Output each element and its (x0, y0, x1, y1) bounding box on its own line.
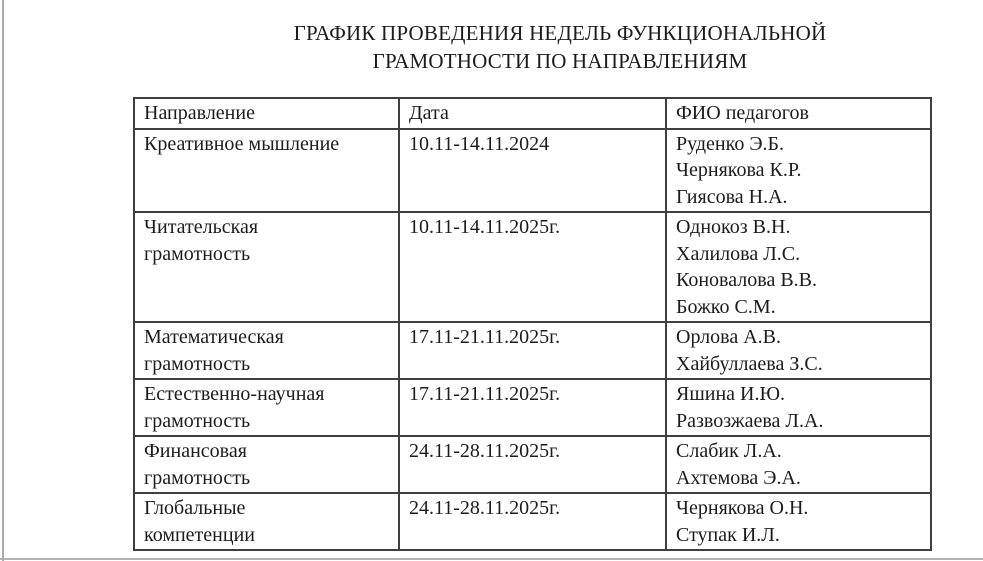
direction-line: Математическая (144, 326, 284, 348)
direction-line: грамотность (144, 409, 251, 432)
teachers-cell (666, 129, 931, 213)
teacher-name: Развозжаева Л.А. (676, 409, 824, 432)
direction-line: Глобальные (144, 497, 246, 519)
teacher-name: Гиясова Н.А. (676, 185, 788, 208)
table-header-row (134, 98, 931, 129)
date-cell (399, 322, 666, 379)
date-cell (399, 129, 666, 213)
direction-line: грамотность (144, 242, 251, 265)
teacher-name: Яшина И.Ю. (676, 383, 786, 405)
direction-cell (134, 493, 399, 550)
table-row (134, 322, 931, 379)
teacher-name: Ахтемова Э.А. (676, 466, 801, 489)
direction-cell (134, 436, 399, 493)
table-row (134, 212, 931, 322)
title-line-1: ГРАФИК ПРОВЕДЕНИЯ НЕДЕЛЬ ФУНКЦИОНАЛЬНОЙ (293, 21, 827, 45)
teacher-name: Слабик Л.А. (676, 440, 782, 462)
teacher-name: Божко С.М. (676, 295, 776, 318)
date-text: 10.11-14.11.2025г. (409, 216, 561, 238)
teacher-name: Орлова А.В. (676, 326, 781, 348)
date-cell (399, 436, 666, 493)
teachers-cell (666, 379, 931, 436)
teacher-name: Хайбуллаева З.С. (676, 352, 823, 375)
direction-line: компетенции (144, 523, 255, 546)
schedule-table (133, 97, 932, 551)
column-header-teachers (666, 98, 931, 129)
table-row (134, 436, 931, 493)
teacher-name: Чернякова О.Н. (676, 497, 809, 519)
column-header-label: ФИО педагогов (676, 102, 809, 124)
column-header-label: Дата (409, 102, 449, 124)
direction-line: Финансовая (144, 440, 247, 462)
date-text: 17.11-21.11.2025г. (409, 383, 561, 405)
teacher-name: Халилова Л.С. (676, 242, 801, 265)
direction-line: грамотность (144, 352, 251, 375)
column-header-label: Направление (144, 102, 255, 124)
teacher-name: Руденко Э.Б. (676, 132, 785, 155)
teachers-cell (666, 436, 931, 493)
teachers-cell (666, 493, 931, 550)
teacher-name: Ступак И.Л. (676, 523, 780, 546)
teacher-name: Однокоз В.Н. (676, 216, 791, 238)
date-text: 10.11-14.11.2024 (409, 132, 550, 155)
date-text: 17.11-21.11.2025г. (409, 326, 561, 348)
direction-line: Читательская (144, 216, 259, 238)
column-header-direction (134, 98, 399, 129)
teachers-cell (666, 212, 931, 322)
teachers-cell (666, 322, 931, 379)
teacher-name: Коновалова В.В. (676, 269, 817, 291)
date-text: 24.11-28.11.2025г. (409, 440, 561, 462)
column-header-date (399, 98, 666, 129)
date-cell (399, 212, 666, 322)
direction-cell (134, 322, 399, 379)
date-cell (399, 493, 666, 550)
direction-line: Креативное мышление (144, 132, 340, 155)
table-row (134, 129, 931, 213)
direction-line: грамотность (144, 466, 251, 489)
date-text: 24.11-28.11.2025г. (409, 497, 561, 519)
page-bottom-border (0, 558, 983, 560)
direction-cell (134, 129, 399, 213)
title-line-2: ГРАМОТНОСТИ ПО НАПРАВЛЕНИЯМ (372, 49, 748, 73)
table-row (134, 379, 931, 436)
document-title (137, 19, 983, 75)
direction-cell (134, 379, 399, 436)
date-cell (399, 379, 666, 436)
direction-cell (134, 212, 399, 322)
page-left-border (2, 0, 4, 561)
table-row (134, 493, 931, 550)
teacher-name: Чернякова К.Р. (676, 159, 802, 181)
direction-line: Естественно-научная (144, 383, 325, 405)
